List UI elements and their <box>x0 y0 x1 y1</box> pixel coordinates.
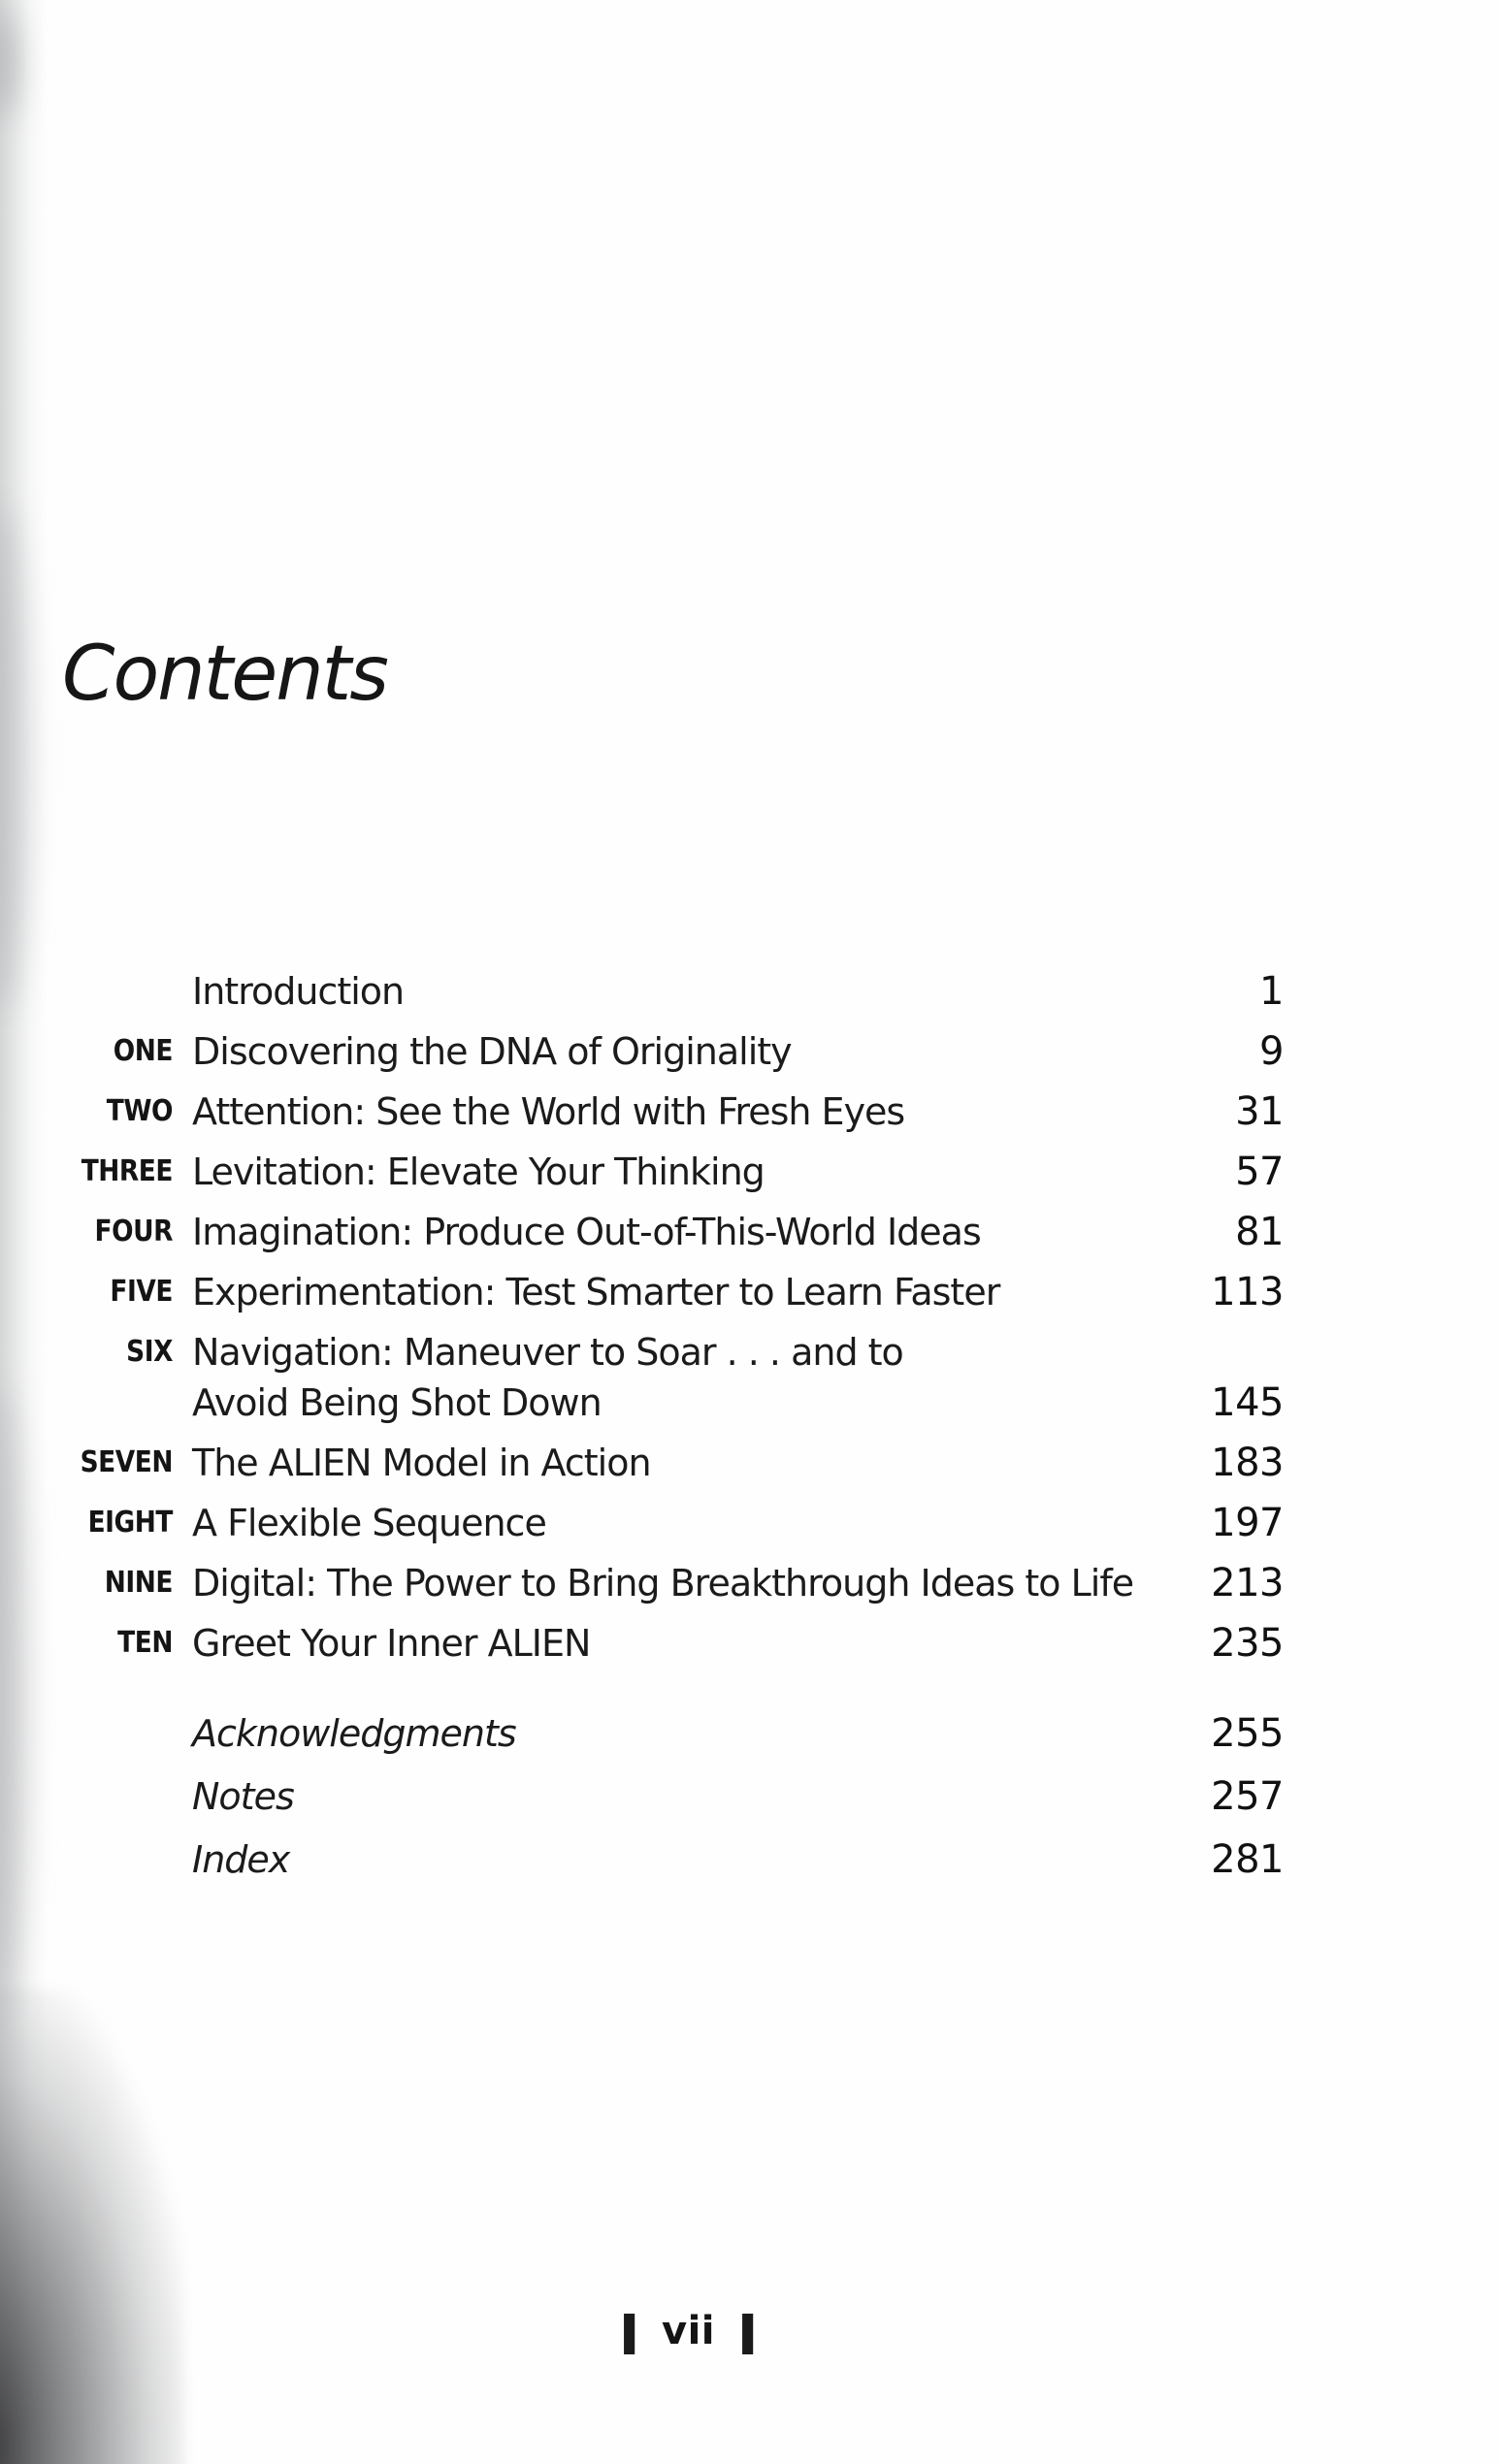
toc-row-five <box>58 1267 1284 1317</box>
chapter-page-number: 213 <box>1211 1561 1284 1605</box>
chapter-label: SIX <box>126 1335 173 1369</box>
table-of-contents <box>58 966 1284 1897</box>
backmatter-title: Acknowledgments <box>192 1712 516 1755</box>
toc-row-acknowledgments <box>58 1708 1284 1759</box>
chapter-page-number: 1 <box>1259 969 1284 1014</box>
chapter-page-number: 57 <box>1235 1150 1284 1194</box>
backmatter-title: Notes <box>192 1775 294 1818</box>
toc-row-index <box>58 1834 1284 1885</box>
toc-row-one <box>58 1026 1284 1077</box>
chapter-title: Experimentation: Test Smarter to Learn Faster <box>192 1271 1000 1313</box>
chapter-page-number: 9 <box>1259 1029 1284 1074</box>
chapter-title: The ALIEN Model in Action <box>192 1442 651 1484</box>
chapter-page-number: 145 <box>1211 1380 1284 1425</box>
scan-corner-shadow <box>0 1989 184 2464</box>
toc-row-nine <box>58 1558 1284 1608</box>
toc-row-ten <box>58 1618 1284 1669</box>
chapter-title: Attention: See the World with Fresh Eyes <box>192 1090 905 1133</box>
folio-page-number: vii <box>662 2309 715 2353</box>
chapter-title: Digital: The Power to Bring Breakthrough Ideas to Life <box>192 1562 1134 1605</box>
chapter-title: A Flexible Sequence <box>192 1502 546 1544</box>
chapter-label: TWO <box>106 1094 173 1128</box>
chapter-label: FIVE <box>110 1275 173 1309</box>
chapter-label: EIGHT <box>87 1506 173 1540</box>
page-footer-folio <box>76 2307 1301 2354</box>
toc-row-two <box>58 1086 1284 1137</box>
backmatter-page-number: 257 <box>1211 1774 1284 1819</box>
toc-row-notes <box>58 1771 1284 1822</box>
chapter-title: Greet Your Inner ALIEN <box>192 1622 591 1665</box>
chapter-label: THREE <box>81 1154 173 1188</box>
chapter-page-number: 31 <box>1235 1089 1284 1134</box>
folio-left-bar: | <box>610 2307 647 2354</box>
chapter-title-second-line: Avoid Being Shot Down <box>192 1381 602 1424</box>
toc-row-introduction <box>58 966 1284 1017</box>
chapter-page-number: 183 <box>1211 1441 1284 1485</box>
chapter-label: ONE <box>113 1034 173 1068</box>
chapter-label: FOUR <box>94 1215 173 1248</box>
toc-row-seven <box>58 1438 1284 1488</box>
chapter-title: Discovering the DNA of Originality <box>192 1030 792 1073</box>
backmatter-page-number: 255 <box>1211 1711 1284 1756</box>
toc-row-eight <box>58 1498 1284 1548</box>
backmatter-title: Index <box>192 1838 290 1881</box>
chapter-label: NINE <box>104 1566 173 1600</box>
folio-right-bar: | <box>730 2307 766 2354</box>
chapter-title: Navigation: Maneuver to Soar . . . and to Avoid Being Shot Down <box>192 1327 1171 1428</box>
chapter-title: Introduction <box>192 970 405 1013</box>
chapter-label: TEN <box>117 1626 173 1660</box>
chapter-page-number: 197 <box>1211 1501 1284 1545</box>
toc-row-six <box>58 1327 1284 1428</box>
chapter-label: SEVEN <box>80 1445 173 1479</box>
chapter-title: Imagination: Produce Out-of-This-World Ideas <box>192 1211 981 1253</box>
backmatter-page-number: 281 <box>1211 1837 1284 1882</box>
chapter-page-number: 81 <box>1235 1210 1284 1254</box>
toc-row-four <box>58 1207 1284 1257</box>
chapter-page-number: 113 <box>1211 1270 1284 1314</box>
chapter-title: Levitation: Elevate Your Thinking <box>192 1151 765 1193</box>
chapter-page-number: 235 <box>1211 1621 1284 1666</box>
page-title: Contents <box>62 631 387 718</box>
toc-row-three <box>58 1147 1284 1197</box>
